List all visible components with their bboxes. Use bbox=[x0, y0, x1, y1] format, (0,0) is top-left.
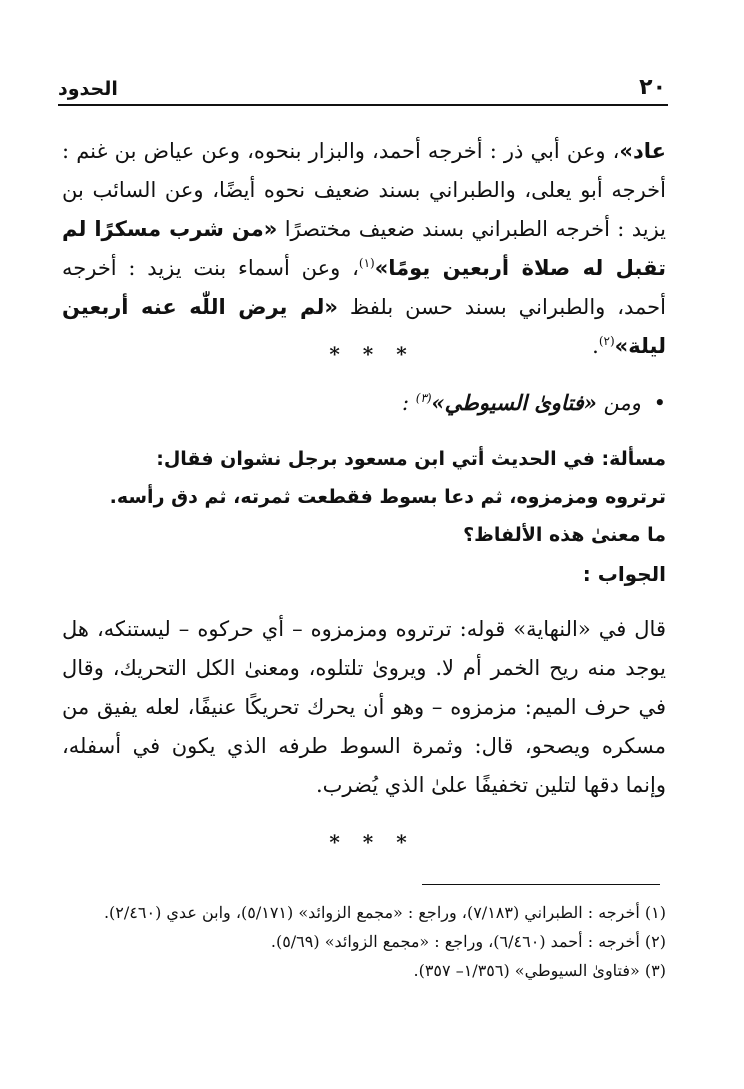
hadith-quote-1: «من شرب مسكرًا لم تقبل له صلاة أربعين يومًا» bbox=[62, 217, 666, 280]
fatawa-heading bbox=[402, 390, 666, 415]
question-line: مسألة: في الحديث أتي ابن مسعود برجل نشوان فقال: bbox=[156, 448, 666, 470]
footnote-ref-2: (٢) bbox=[598, 334, 615, 348]
header-rule bbox=[58, 104, 668, 106]
paragraph-start-word: عاد» bbox=[619, 139, 666, 163]
fatawa-title: «فتاوىٰ السيوطي» bbox=[431, 390, 597, 415]
fatawa-prefix: ومن bbox=[603, 391, 641, 415]
question-block bbox=[76, 440, 666, 554]
paragraph-end: . bbox=[592, 334, 599, 358]
paragraph-text: ، وعن أسماء بنت يزيد : أخرجه أحمد، والطبراني بسند حسن بلفظ bbox=[62, 256, 666, 319]
bullet-icon: • bbox=[653, 391, 666, 415]
hadith-sources-paragraph bbox=[62, 132, 666, 366]
running-title: الحدود bbox=[58, 78, 118, 100]
hadith-quote-2: «لم يرض اللّٰه عنه أربعين ليلة» bbox=[62, 295, 666, 358]
section-separator: * * * bbox=[329, 342, 415, 366]
section-separator: * * * bbox=[329, 830, 415, 854]
footnote-ref-3: (٣) bbox=[415, 391, 432, 405]
fatawa-colon: : bbox=[401, 391, 410, 415]
paragraph-text: ، وعن أبي ذر : أخرجه أحمد، والبزار بنحوه، وعن عياض بن غنم : أخرجه أبو يعلى، والطبراني بسند ضعيف نحوه أيضًا، وعن السائب بن يزيد : أخرجه الطبراني بسند ضعيف مختصرًا bbox=[62, 139, 666, 241]
footnote-ref-1: (١) bbox=[358, 256, 375, 270]
footnote-item: (٣) «فتاوىٰ السيوطي» (١/٣٥٦– ٣٥٧). bbox=[413, 961, 666, 980]
footnotes bbox=[62, 898, 666, 985]
footnote-item: (١) أخرجه : الطبراني (٧/١٨٣)، وراجع : «مجمع الزوائد» (٥/١٧١)، وابن عدي (٢/٤٦٠). bbox=[103, 903, 666, 922]
question-line: ترتروه ومزمزوه، ثم دعا بسوط فقطعت ثمرته، ثم دق رأسه. bbox=[109, 486, 666, 508]
answer-paragraph: قال في «النهاية» قوله: ترتروه ومزمزوه – أي حركوه – ليستنكه، هل يوجد منه ريح الخمر أم لا. ويروىٰ تلتلوه، ومعنىٰ الكل التحريك، وقال في حرف الميم: مزمزوه – وهو أن يحرك تحريكًا عنيفًا، لعله يفيق من مسكره ويصحو، قال: وثمرة السوط طرفه الذي يكون في أسفله، وإنما دقها لتلين تخفيفًا علىٰ الذي يُضرب. bbox=[62, 617, 666, 797]
answer-heading: الجواب : bbox=[582, 562, 666, 586]
page-number: ٢٠ bbox=[639, 75, 666, 100]
footnote-item: (٢) أخرجه : أحمد (٦/٤٦٠)، وراجع : «مجمع الزوائد» (٥/٦٩). bbox=[270, 932, 666, 951]
page-header bbox=[58, 66, 666, 100]
question-line: ما معنىٰ هذه الألفاظ؟ bbox=[463, 524, 666, 546]
footnote-rule bbox=[422, 884, 660, 885]
